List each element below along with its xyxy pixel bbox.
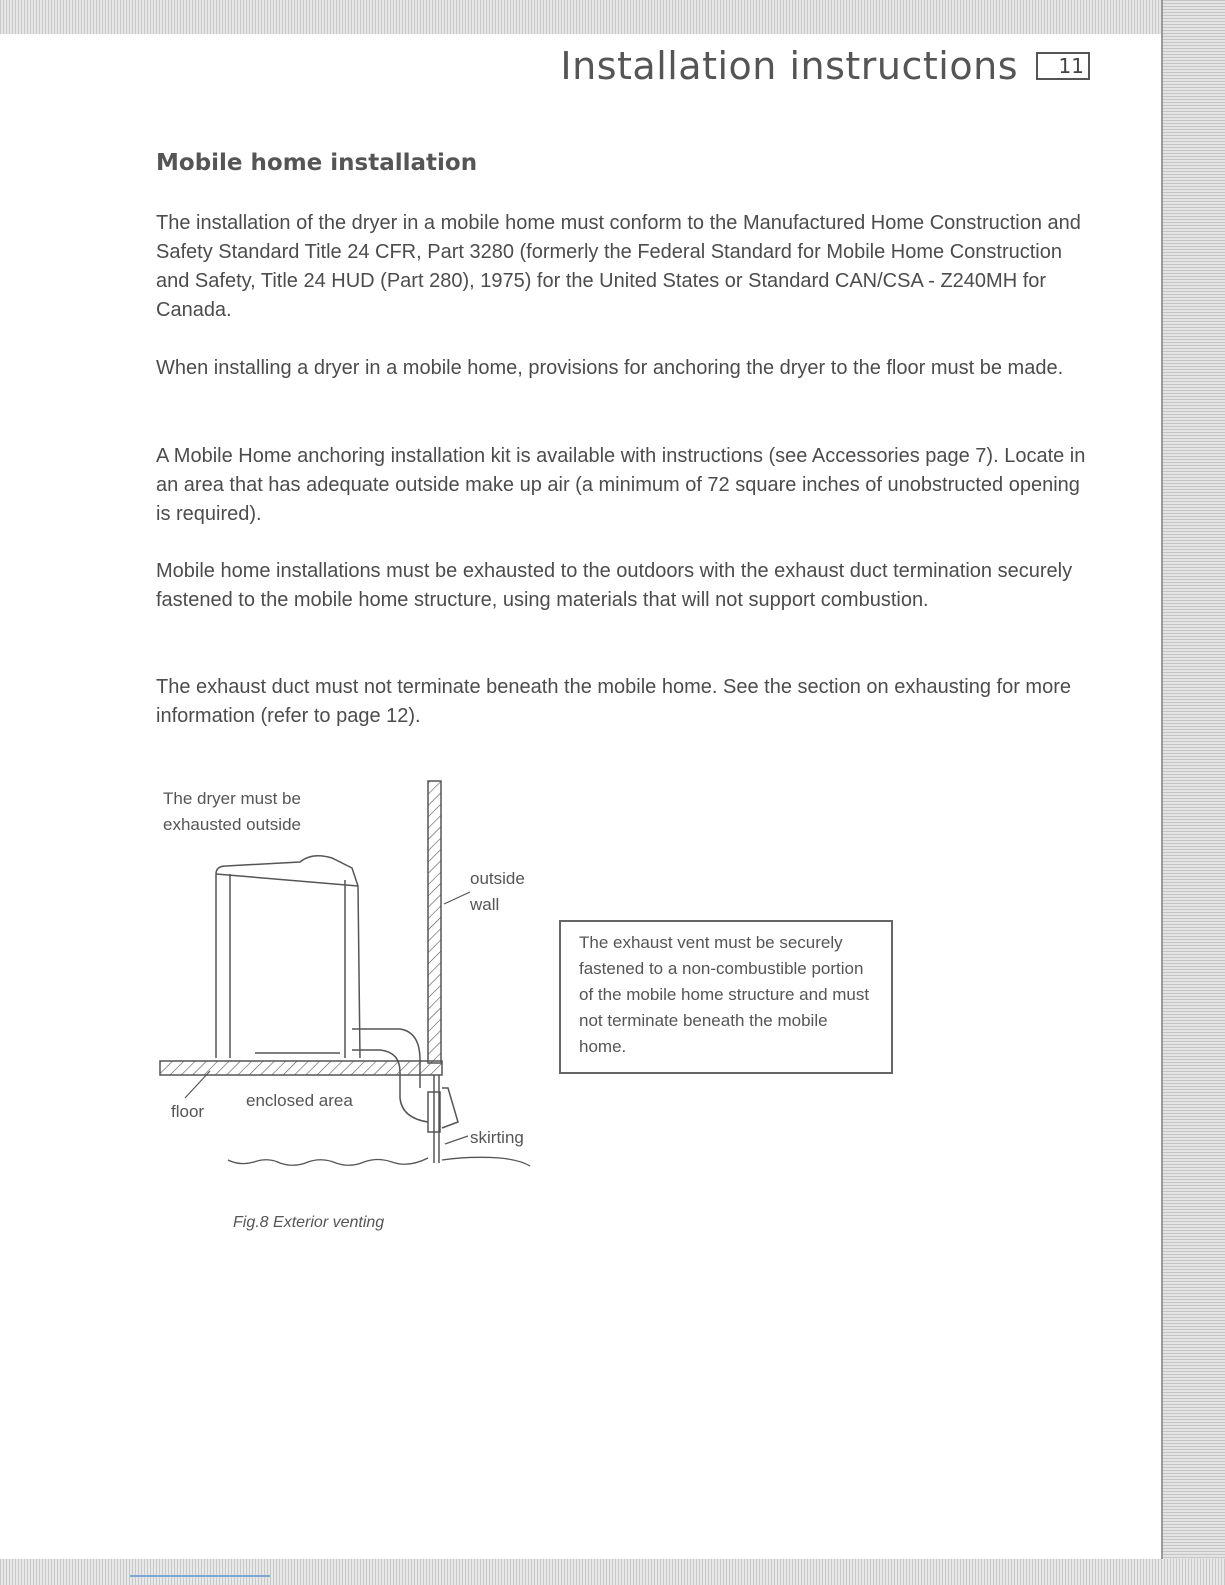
scan-right-border bbox=[1161, 0, 1225, 1585]
paragraph-standards: The installation of the dryer in a mobile home must conform to the Manufactured Home Construction and Safety Standard Title 24 CFR, Part 3280 (formerly the Federal Standard for Mobile Home Construction and Safety, Title 24 HUD (Part 280), 1975) for the United States or Standard CAN/CSA - Z240MH for Canada. bbox=[156, 212, 1081, 321]
page-title: Installation instructions bbox=[560, 44, 1018, 88]
paragraph-exhaust-termination: The exhaust duct must not terminate beneath the mobile home. See the section on exhausting for more information (refer to page 12). bbox=[156, 676, 1071, 727]
page-header bbox=[560, 44, 1090, 88]
label-enclosed-area: enclosed area bbox=[246, 1091, 353, 1110]
exhaust-note-text: The exhaust vent must be securely fastened to a non-combustible portion of the mobile home structure and must not terminate beneath the mobile home. bbox=[579, 933, 870, 1056]
label-floor: floor bbox=[171, 1102, 205, 1121]
scan-bottom-border bbox=[0, 1559, 1225, 1585]
section-heading: Mobile home installation bbox=[156, 150, 478, 176]
exhaust-note-box bbox=[559, 920, 893, 1074]
label-outside-wall: outside wall bbox=[470, 869, 525, 914]
exhaust-duct bbox=[352, 1029, 440, 1132]
ground-line bbox=[228, 1157, 530, 1166]
paragraph-anchoring: When installing a dryer in a mobile home, provisions for anchoring the dryer to the floor must be made. bbox=[156, 357, 1064, 379]
dryer-outline bbox=[216, 856, 360, 1058]
skirting bbox=[434, 1075, 458, 1163]
scan-top-border bbox=[0, 0, 1225, 34]
label-skirting: skirting bbox=[470, 1128, 524, 1147]
figure-caption: Fig.8 Exterior venting bbox=[233, 1214, 385, 1231]
paragraph-anchoring-kit: A Mobile Home anchoring installation kit is available with instructions (see Accessories page 7). Locate in an area that has adequate outside make up air (a minimum of 72 square inches of unobstructed opening is required). bbox=[156, 445, 1086, 525]
bottom-link-line bbox=[130, 1575, 270, 1577]
label-dryer-exhausted: The dryer must be exhausted outside bbox=[163, 789, 301, 834]
paragraph-exhaust-outdoors: Mobile home installations must be exhausted to the outdoors with the exhaust duct termination securely fastened to the mobile home structure, using materials that will not support combustion. bbox=[156, 560, 1073, 611]
page-number: 11 bbox=[1036, 52, 1090, 80]
outside-wall bbox=[428, 781, 441, 1063]
